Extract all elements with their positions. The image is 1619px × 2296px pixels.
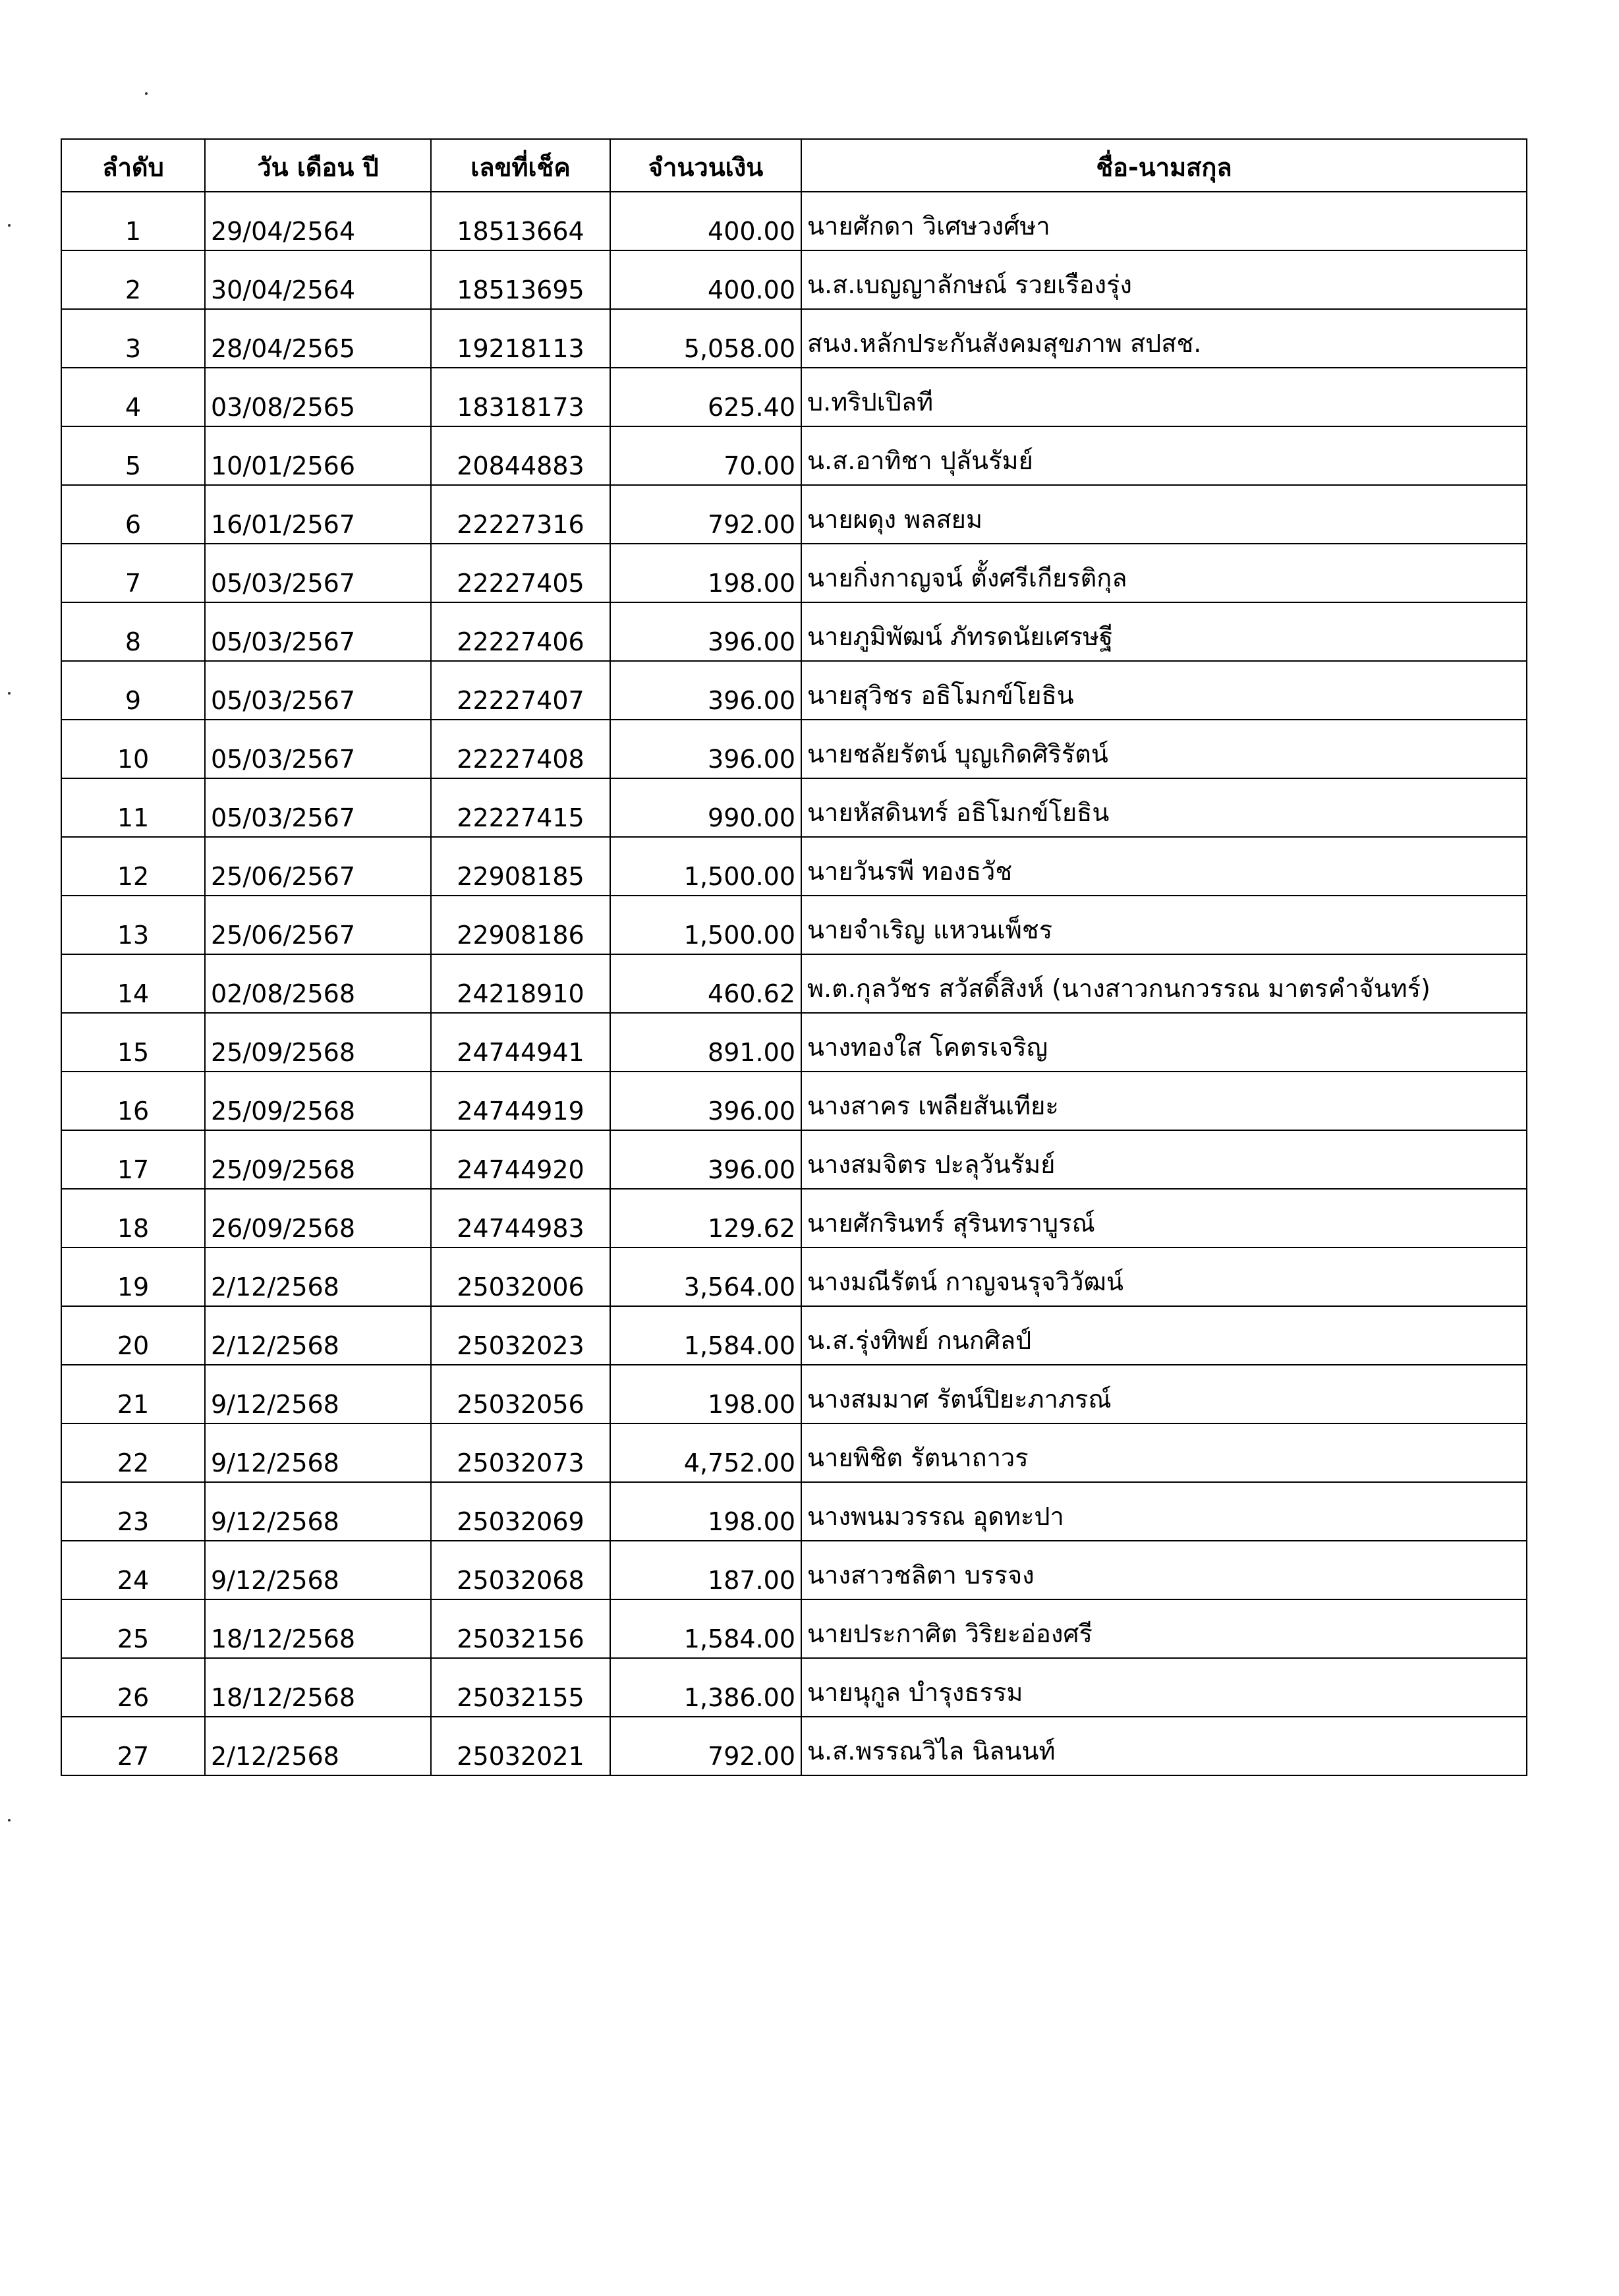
row-full-name: นายพิชิต รัตนาถาวร [801,1423,1527,1482]
row-date: 16/01/2567 [205,485,431,544]
row-amount: 396.00 [610,661,801,720]
row-date: 18/12/2568 [205,1658,431,1717]
table-row [61,309,1527,368]
row-amount: 400.00 [610,250,801,309]
table-body [61,192,1527,1775]
row-cheque-number: 25032023 [431,1306,610,1365]
row-amount: 891.00 [610,1013,801,1072]
row-amount: 1,584.00 [610,1306,801,1365]
row-date: 9/12/2568 [205,1365,431,1423]
row-date: 02/08/2568 [205,954,431,1013]
table-row [61,1248,1527,1306]
row-full-name: น.ส.พรรณวิไล นิลนนท์ [801,1717,1527,1775]
cheque-table [61,138,1527,1776]
table-row [61,1013,1527,1072]
row-date: 28/04/2565 [205,309,431,368]
row-order: 5 [61,426,205,485]
row-amount: 5,058.00 [610,309,801,368]
scan-speck [145,92,148,95]
row-cheque-number: 22227415 [431,778,610,837]
row-date: 26/09/2568 [205,1189,431,1248]
row-date: 05/03/2567 [205,720,431,778]
row-order: 3 [61,309,205,368]
table-row [61,485,1527,544]
row-full-name: สนง.หลักประกันสังคมสุขภาพ สปสช. [801,309,1527,368]
scan-speck [8,224,11,227]
row-order: 25 [61,1599,205,1658]
row-date: 10/01/2566 [205,426,431,485]
row-cheque-number: 22908186 [431,896,610,954]
row-cheque-number: 19218113 [431,309,610,368]
table-row [61,1717,1527,1775]
row-date: 05/03/2567 [205,544,431,602]
row-full-name: นางสาวชลิตา บรรจง [801,1541,1527,1599]
row-amount: 3,564.00 [610,1248,801,1306]
row-date: 29/04/2564 [205,192,431,250]
table-row [61,896,1527,954]
row-date: 30/04/2564 [205,250,431,309]
row-cheque-number: 18513664 [431,192,610,250]
row-full-name: นางสาคร เพลียสันเทียะ [801,1072,1527,1130]
table-row [61,1072,1527,1130]
row-full-name: น.ส.อาทิชา ปุลันรัมย์ [801,426,1527,485]
header-date: วัน เดือน ปี [205,139,431,192]
row-full-name: นายศักดา วิเศษวงศ์ษา [801,192,1527,250]
row-cheque-number: 22227316 [431,485,610,544]
table-row [61,1306,1527,1365]
row-amount: 625.40 [610,368,801,426]
table-row [61,1541,1527,1599]
row-amount: 396.00 [610,1130,801,1189]
row-date: 25/09/2568 [205,1130,431,1189]
row-cheque-number: 22227407 [431,661,610,720]
row-full-name: นายศักรินทร์ สุรินทราบูรณ์ [801,1189,1527,1248]
row-date: 25/09/2568 [205,1013,431,1072]
row-order: 11 [61,778,205,837]
row-order: 27 [61,1717,205,1775]
row-cheque-number: 24744920 [431,1130,610,1189]
row-order: 2 [61,250,205,309]
row-full-name: พ.ต.กุลวัชร สวัสดิ์สิงห์ (นางสาวกนกวรรณ มาตรคำจันทร์) [801,954,1527,1013]
row-order: 20 [61,1306,205,1365]
row-full-name: น.ส.เบญญาลักษณ์ รวยเรืองรุ่ง [801,250,1527,309]
row-date: 05/03/2567 [205,602,431,661]
row-order: 14 [61,954,205,1013]
row-date: 2/12/2568 [205,1717,431,1775]
row-amount: 1,584.00 [610,1599,801,1658]
row-full-name: นายผดุง พลสยม [801,485,1527,544]
row-date: 25/09/2568 [205,1072,431,1130]
table-row [61,426,1527,485]
row-date: 18/12/2568 [205,1599,431,1658]
row-cheque-number: 25032069 [431,1482,610,1541]
row-cheque-number: 24218910 [431,954,610,1013]
table-row [61,954,1527,1013]
row-order: 17 [61,1130,205,1189]
row-amount: 792.00 [610,1717,801,1775]
row-cheque-number: 18513695 [431,250,610,309]
row-full-name: นายกิ่งกาญจน์ ตั้งศรีเกียรติกุล [801,544,1527,602]
row-cheque-number: 24744941 [431,1013,610,1072]
row-order: 15 [61,1013,205,1072]
row-amount: 396.00 [610,602,801,661]
row-cheque-number: 22227406 [431,602,610,661]
row-date: 05/03/2567 [205,661,431,720]
table-row [61,368,1527,426]
row-order: 12 [61,837,205,896]
row-cheque-number: 22227405 [431,544,610,602]
row-full-name: บ.ทริปเปิลที [801,368,1527,426]
table-row [61,837,1527,896]
row-cheque-number: 24744919 [431,1072,610,1130]
row-cheque-number: 25032021 [431,1717,610,1775]
row-order: 13 [61,896,205,954]
table-row [61,1423,1527,1482]
header-order: ลำดับ [61,139,205,192]
row-cheque-number: 18318173 [431,368,610,426]
row-amount: 1,386.00 [610,1658,801,1717]
row-amount: 4,752.00 [610,1423,801,1482]
row-date: 03/08/2565 [205,368,431,426]
row-order: 23 [61,1482,205,1541]
row-amount: 792.00 [610,485,801,544]
row-amount: 400.00 [610,192,801,250]
row-amount: 396.00 [610,720,801,778]
row-date: 9/12/2568 [205,1482,431,1541]
table-row [61,1189,1527,1248]
row-order: 7 [61,544,205,602]
row-full-name: นางมณีรัตน์ กาญจนรุจวิวัฒน์ [801,1248,1527,1306]
table-row [61,1599,1527,1658]
row-order: 1 [61,192,205,250]
row-amount: 198.00 [610,1365,801,1423]
table-row [61,778,1527,837]
row-cheque-number: 25032156 [431,1599,610,1658]
row-full-name: นายประกาศิต วิริยะอ่องศรี [801,1599,1527,1658]
table-row [61,192,1527,250]
row-amount: 990.00 [610,778,801,837]
row-full-name: นางสมมาศ รัตน์ปิยะภาภรณ์ [801,1365,1527,1423]
scan-speck [8,1819,11,1822]
table-row [61,602,1527,661]
table-row [61,544,1527,602]
row-order: 18 [61,1189,205,1248]
row-order: 10 [61,720,205,778]
row-cheque-number: 25032056 [431,1365,610,1423]
row-cheque-number: 20844883 [431,426,610,485]
row-date: 25/06/2567 [205,896,431,954]
row-order: 26 [61,1658,205,1717]
row-order: 19 [61,1248,205,1306]
row-order: 9 [61,661,205,720]
row-date: 9/12/2568 [205,1541,431,1599]
row-date: 25/06/2567 [205,837,431,896]
row-amount: 198.00 [610,1482,801,1541]
row-full-name: นายภูมิพัฒน์ ภัทรดนัยเศรษฐี [801,602,1527,661]
row-order: 16 [61,1072,205,1130]
row-full-name: นายสุวิชร อธิโมกข์โยธิน [801,661,1527,720]
row-order: 21 [61,1365,205,1423]
row-amount: 1,500.00 [610,896,801,954]
row-cheque-number: 25032073 [431,1423,610,1482]
row-full-name: นายชลัยรัตน์ บุญเกิดศิริรัตน์ [801,720,1527,778]
row-amount: 187.00 [610,1541,801,1599]
row-amount: 1,500.00 [610,837,801,896]
row-amount: 198.00 [610,544,801,602]
table-row [61,1130,1527,1189]
row-order: 22 [61,1423,205,1482]
scan-speck [8,692,11,695]
row-amount: 396.00 [610,1072,801,1130]
row-order: 8 [61,602,205,661]
table-header-row [61,139,1527,192]
header-amount: จำนวนเงิน [610,139,801,192]
row-amount: 129.62 [610,1189,801,1248]
table-row [61,720,1527,778]
row-cheque-number: 25032068 [431,1541,610,1599]
table-row [61,1658,1527,1717]
header-full-name: ชื่อ-นามสกุล [801,139,1527,192]
row-full-name: นางพนมวรรณ อุดทะปา [801,1482,1527,1541]
row-date: 05/03/2567 [205,778,431,837]
row-full-name: นายวันรพี ทองธวัช [801,837,1527,896]
row-cheque-number: 22908185 [431,837,610,896]
row-order: 24 [61,1541,205,1599]
row-cheque-number: 25032155 [431,1658,610,1717]
table-row [61,1365,1527,1423]
row-full-name: นายหัสดินทร์ อธิโมกข์โยธิน [801,778,1527,837]
header-cheque-number: เลขที่เช็ค [431,139,610,192]
row-amount: 460.62 [610,954,801,1013]
row-order: 6 [61,485,205,544]
row-full-name: นางทองใส โคตรเจริญ [801,1013,1527,1072]
row-full-name: นายนุกูล บำรุงธรรม [801,1658,1527,1717]
row-full-name: นางสมจิตร ปะลุวันรัมย์ [801,1130,1527,1189]
row-order: 4 [61,368,205,426]
row-date: 2/12/2568 [205,1248,431,1306]
table-row [61,661,1527,720]
row-cheque-number: 22227408 [431,720,610,778]
row-date: 2/12/2568 [205,1306,431,1365]
row-full-name: นายจำเริญ แหวนเพ็ชร [801,896,1527,954]
row-cheque-number: 24744983 [431,1189,610,1248]
row-amount: 70.00 [610,426,801,485]
table-row [61,250,1527,309]
row-full-name: น.ส.รุ่งทิพย์ กนกศิลป์ [801,1306,1527,1365]
row-cheque-number: 25032006 [431,1248,610,1306]
table-row [61,1482,1527,1541]
row-date: 9/12/2568 [205,1423,431,1482]
